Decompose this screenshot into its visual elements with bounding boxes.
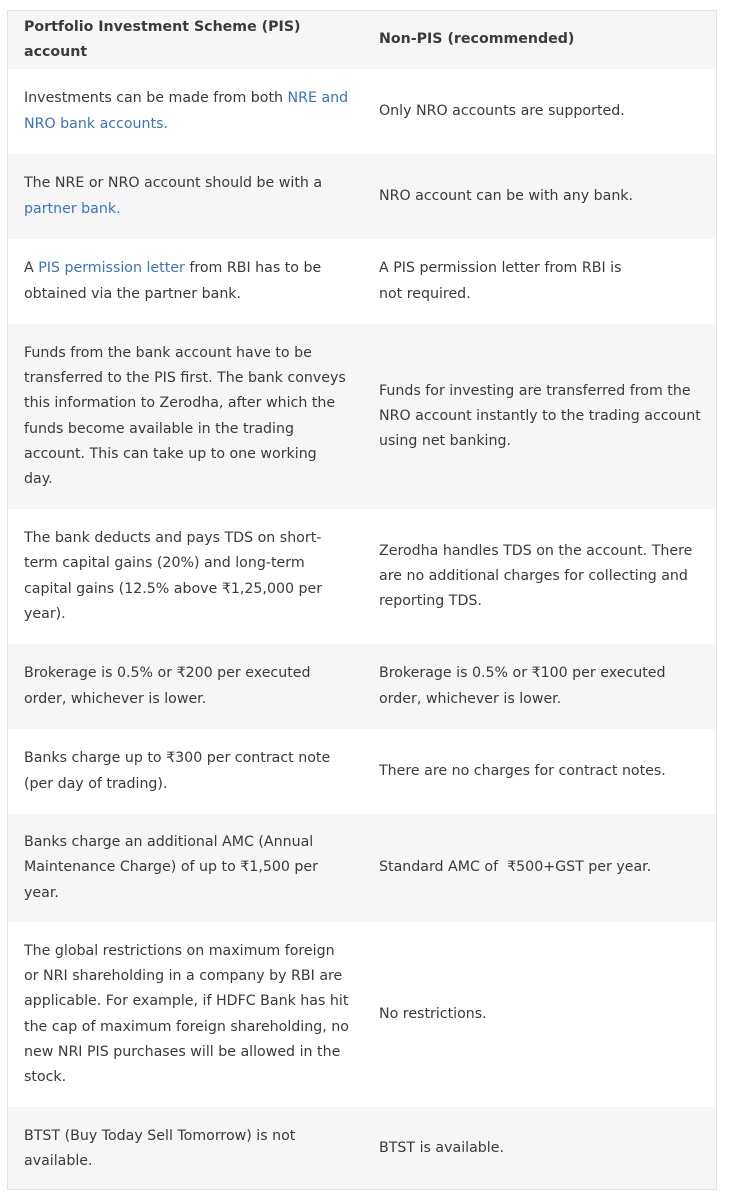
pis-permission-letter-link[interactable]: PIS permission letter bbox=[38, 260, 185, 277]
pis-cell: BTST (Buy Today Sell Tomorrow) is not available. bbox=[24, 1127, 296, 1169]
pis-cell: Banks charge an additional AMC (Annual Maintenance Charge) of up to ₹1,500 per year. bbox=[24, 834, 318, 901]
header-non-pis: Non-PIS (recommended) bbox=[379, 31, 575, 48]
non-pis-cell: Zerodha handles TDS on the account. There are no additional charges for collecting and reporting TDS. bbox=[379, 542, 693, 610]
non-pis-cell: No restrictions. bbox=[379, 1005, 487, 1022]
table-row bbox=[8, 239, 717, 324]
pis-cell: Brokerage is 0.5% or ₹200 per executed order, whichever is lower. bbox=[24, 665, 311, 707]
table-row bbox=[8, 324, 717, 509]
pis-cell: The bank deducts and pays TDS on short-term capital gains (20%) and long-term capital gains (12.5% above ₹1,25,000 per year). bbox=[24, 529, 323, 622]
table-row bbox=[8, 644, 717, 729]
pis-cell: Banks charge up to ₹300 per contract note (per day of trading). bbox=[24, 750, 331, 792]
pis-cell: Investments can be made from both NRE and NRO bank accounts. bbox=[24, 90, 349, 132]
non-pis-cell: NRO account can be with any bank. bbox=[379, 187, 634, 204]
non-pis-cell: Only NRO accounts are supported. bbox=[379, 102, 625, 119]
table-row bbox=[8, 69, 717, 154]
non-pis-cell: There are no charges for contract notes. bbox=[379, 762, 666, 779]
partner-bank-link[interactable]: partner bank. bbox=[24, 200, 121, 217]
table-row bbox=[8, 1107, 717, 1190]
pis-cell: A PIS permission letter from RBI has to be obtained via the partner bank. bbox=[24, 260, 322, 302]
non-pis-cell: Brokerage is 0.5% or ₹100 per executed order, whichever is lower. bbox=[379, 665, 666, 707]
pis-cell: The NRE or NRO account should be with a partner bank. bbox=[24, 175, 323, 217]
non-pis-cell: Standard AMC of ₹500+GST per year. bbox=[379, 859, 652, 876]
header-pis: Portfolio Investment Scheme (PIS) account bbox=[24, 18, 301, 60]
pis-cell: Funds from the bank account have to be transferred to the PIS first. The bank conveys this information to Zerodha, after which the funds become available in the trading account. This can take up to one working day. bbox=[24, 344, 346, 488]
table-row bbox=[8, 814, 717, 922]
table-row bbox=[8, 729, 717, 814]
non-pis-cell: BTST is available. bbox=[379, 1140, 504, 1157]
comparison-table bbox=[7, 10, 717, 1190]
nre-nro-accounts-link[interactable]: NRE and NRO bank accounts. bbox=[24, 90, 349, 132]
table-row bbox=[8, 509, 717, 644]
table-row bbox=[8, 154, 717, 239]
non-pis-cell: A PIS permission letter from RBI is not required. bbox=[379, 260, 622, 302]
table-row bbox=[8, 922, 717, 1107]
non-pis-cell: Funds for investing are transferred from the NRO account instantly to the trading account using net banking. bbox=[379, 382, 701, 450]
pis-cell: The global restrictions on maximum foreign or NRI shareholding in a company by RBI are applicable. For example, if HDFC Bank has hit the cap of maximum foreign shareholding, no new NRI PIS purchases will be allowed in the stock. bbox=[24, 942, 349, 1086]
table-header-row bbox=[8, 11, 717, 69]
